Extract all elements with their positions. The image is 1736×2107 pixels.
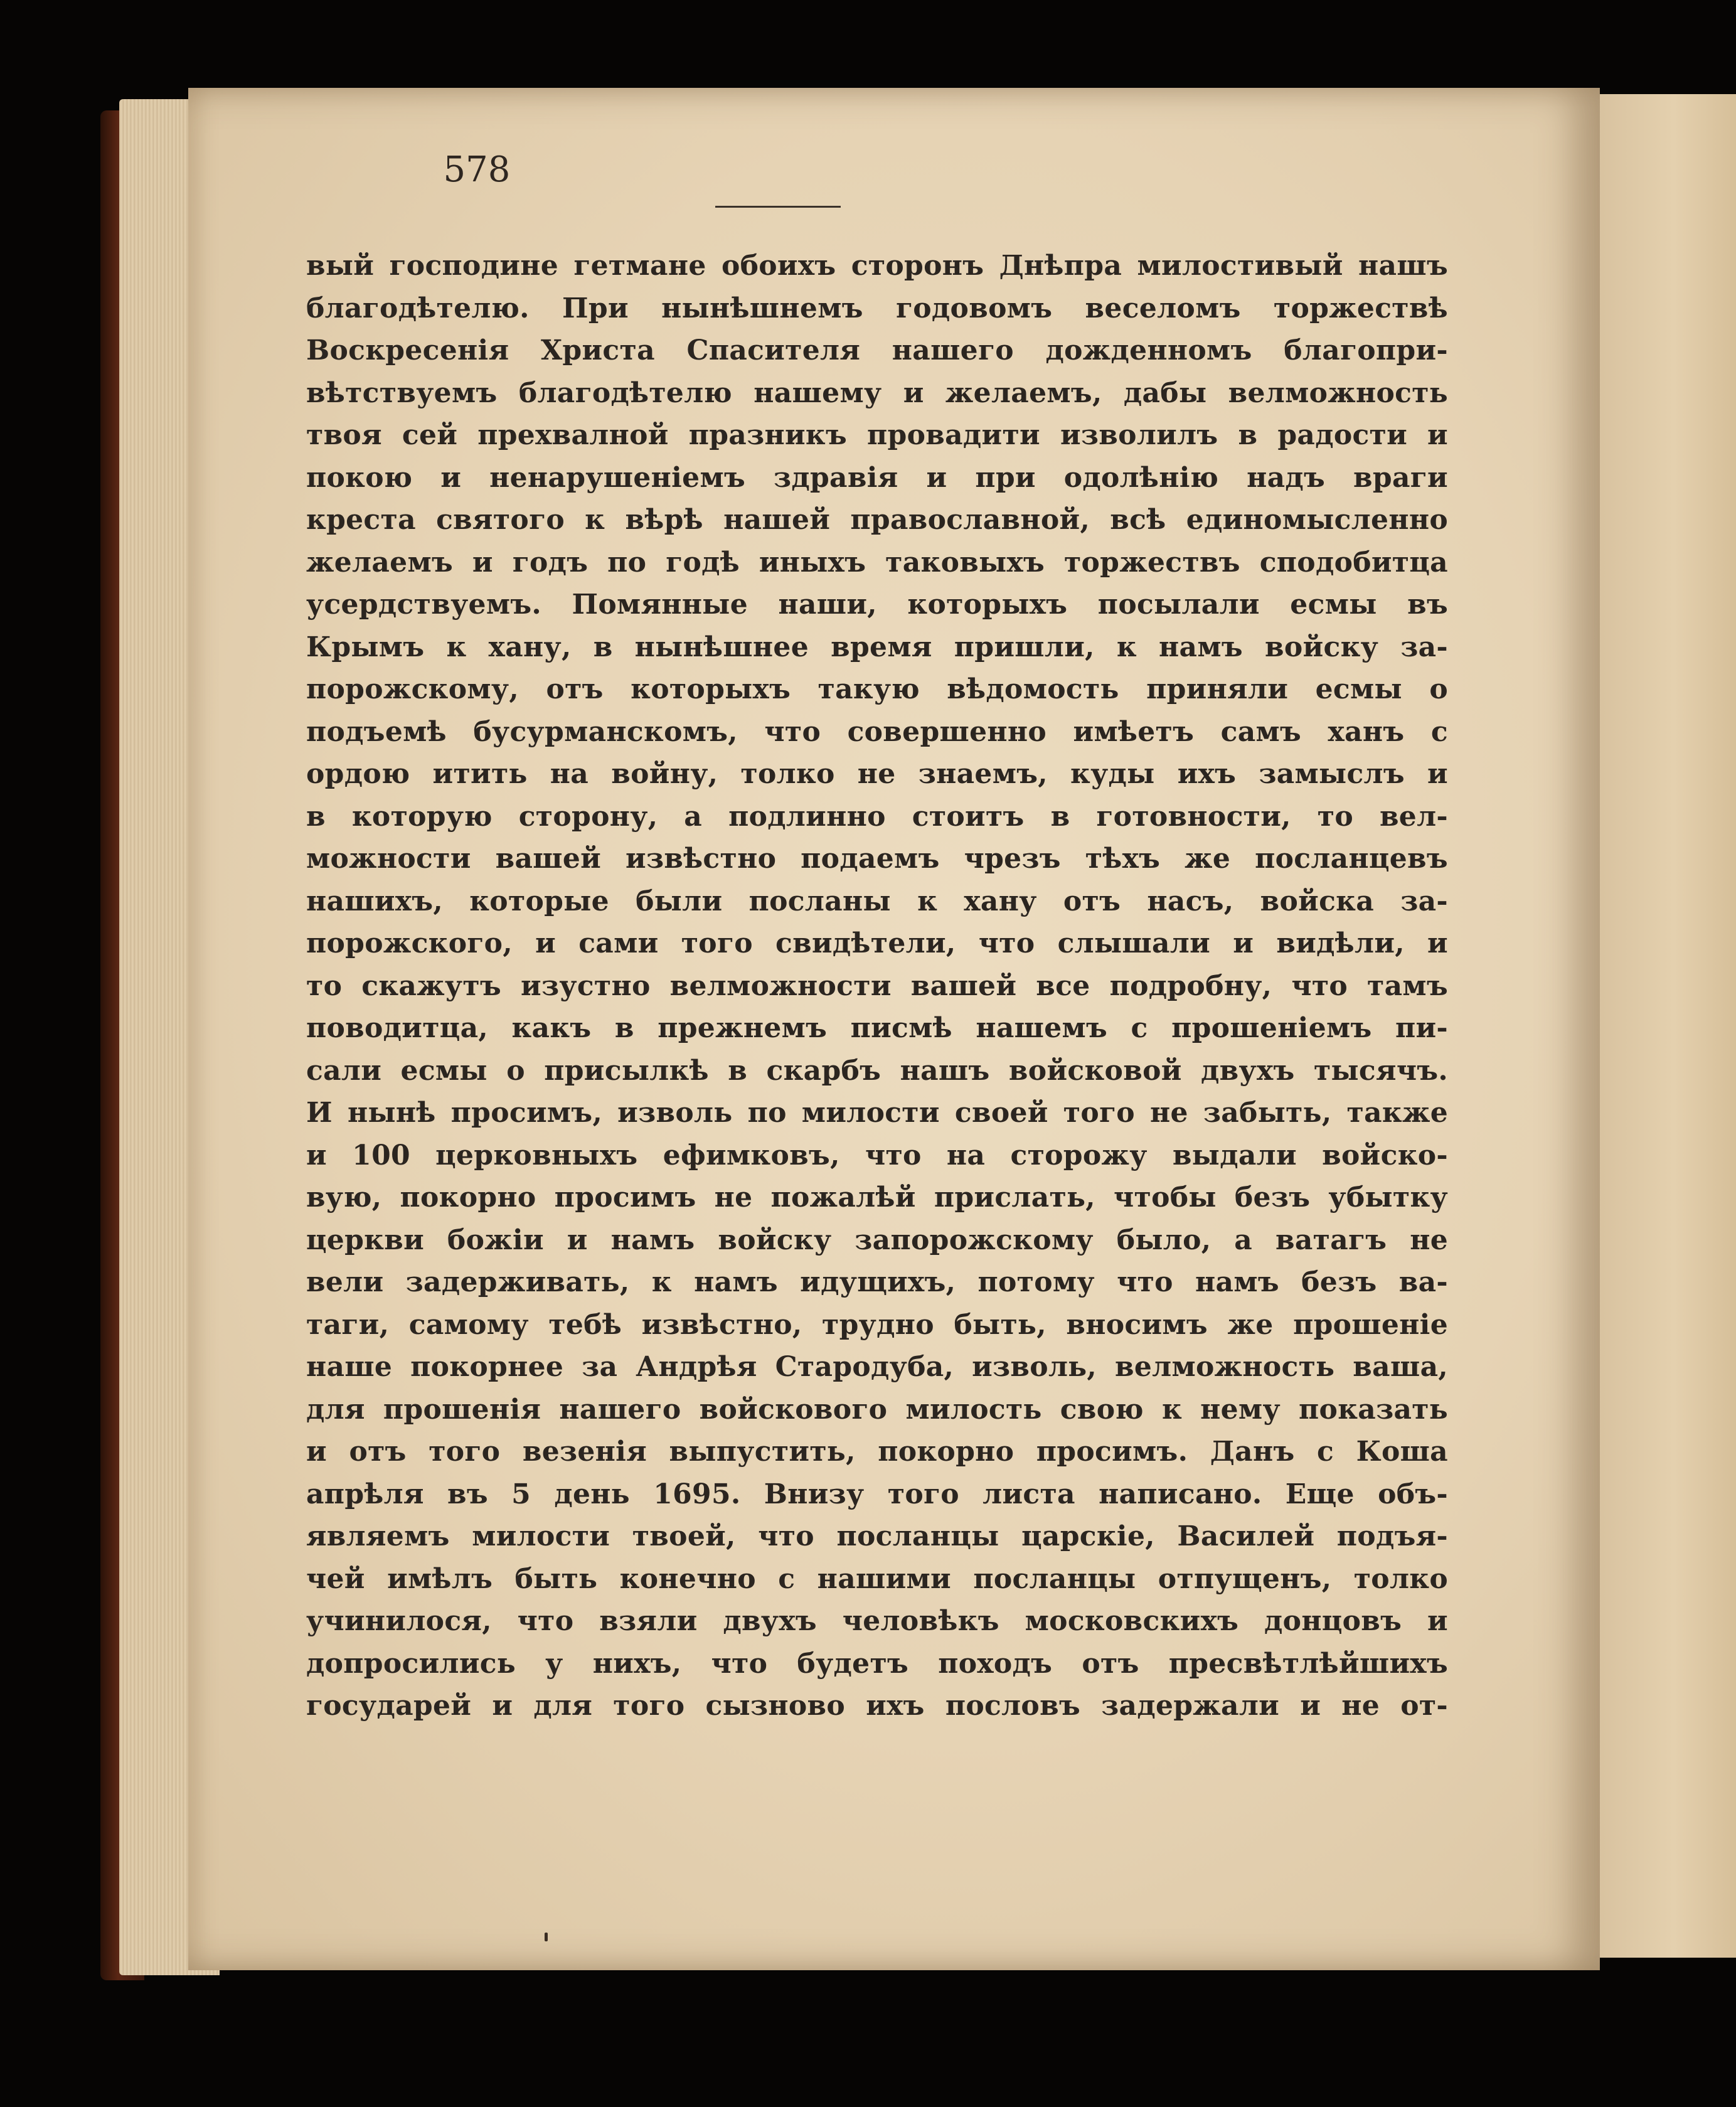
ink-speck	[545, 1933, 548, 1941]
page-number: 578	[443, 149, 511, 190]
text-line: Крымъ к хану, в нынѣшнее время пришли, к намъ войску за-	[306, 631, 1448, 663]
text-line: ордою итить на войну, толко не знаемъ, куды ихъ замыслъ и	[306, 758, 1448, 790]
text-line: и 100 церковныхъ ефимковъ, что на сторожу выдали войско-	[306, 1139, 1448, 1171]
text-line: церкви божіи и намъ войску запорожскому было, а ватагъ не	[306, 1224, 1448, 1256]
text-line: поводитца, какъ в прежнемъ писмѣ нашемъ с прошеніемъ пи-	[306, 1012, 1448, 1044]
text-line: можности вашей извѣстно подаемъ чрезъ тѣхъ же посланцевъ	[306, 843, 1448, 875]
text-line: подъемѣ бусурманскомъ, что совершенно имѣетъ самъ ханъ с	[306, 715, 1448, 748]
text-line: допросились у нихъ, что будетъ походъ отъ пресвѣтлѣйшихъ	[306, 1647, 1448, 1680]
text-line: в которую сторону, а подлинно стоитъ в готовности, то вел-	[306, 800, 1448, 833]
text-line: и отъ того везенія выпустить, покорно просимъ. Данъ с Коша	[306, 1436, 1448, 1468]
text-line: порожского, и сами того свидѣтели, что слышали и видѣли, и	[306, 927, 1448, 959]
text-line: чей имѣлъ быть конечно с нашими посланцы отпущенъ, толко	[306, 1562, 1448, 1595]
text-line: твоя сей прехвалной празникъ провадити изволилъ в радости и	[306, 419, 1448, 451]
text-line: вѣтствуемъ благодѣтелю нашему и желаемъ, дабы велможность	[306, 376, 1448, 409]
text-line: порожскому, отъ которыхъ такую вѣдомость приняли есмы о	[306, 673, 1448, 705]
text-line: апрѣля въ 5 день 1695. Внизу того листа написано. Еще объ-	[306, 1478, 1448, 1510]
text-line: желаемъ и годъ по годѣ иныхъ таковыхъ торжествъ сподобитца	[306, 546, 1448, 579]
text-line: нашихъ, которые были посланы к хану отъ насъ, войска за-	[306, 885, 1448, 917]
page-number-rule	[715, 206, 841, 208]
text-line: усердствуемъ. Помянные наши, которыхъ посылали есмы въ	[306, 589, 1448, 621]
text-line: учинилося, что взяли двухъ человѣкъ московскихъ донцовъ и	[306, 1605, 1448, 1637]
text-line: И нынѣ просимъ, изволь по милости своей того не забыть, также	[306, 1097, 1448, 1129]
text-line: вую, покорно просимъ не пожалѣй прислать, чтобы безъ убытку	[306, 1182, 1448, 1214]
text-line: то скажутъ изустно велможности вашей все подробну, что тамъ	[306, 969, 1448, 1002]
text-line: наше покорнее за Андрѣя Стародуба, изволь, велможность ваша,	[306, 1351, 1448, 1383]
text-line: Воскресенія Христа Спасителя нашего дожденномъ благопри-	[306, 334, 1448, 366]
text-line: таги, самому тебѣ извѣстно, трудно быть, вносимъ же прошеніе	[306, 1308, 1448, 1341]
text-line: благодѣтелю. При нынѣшнемъ годовомъ веселомъ торжествѣ	[306, 292, 1448, 324]
text-line: вый господине гетмане обоихъ сторонъ Днѣпра милостивый нашъ	[306, 250, 1448, 282]
text-line: являемъ милости твоей, что посланцы царскіе, Василей подъя-	[306, 1520, 1448, 1552]
text-line: вели задерживать, к намъ идущихъ, потому что намъ безъ ва-	[306, 1266, 1448, 1298]
text-line: государей и для того сызново ихъ пословъ задержали и не от-	[306, 1690, 1448, 1722]
text-line: сали есмы о присылкѣ в скарбъ нашъ войсковой двухъ тысячъ.	[306, 1054, 1448, 1087]
text-line: покою и ненарушеніемъ здравія и при одолѣнію надъ враги	[306, 461, 1448, 494]
body-text	[306, 245, 1448, 1727]
text-line: для прошенія нашего войскового милость свою к нему показать	[306, 1393, 1448, 1426]
text-line: креста святого к вѣрѣ нашей православной, всѣ единомысленно	[306, 504, 1448, 536]
next-page-edge	[1581, 94, 1736, 1958]
